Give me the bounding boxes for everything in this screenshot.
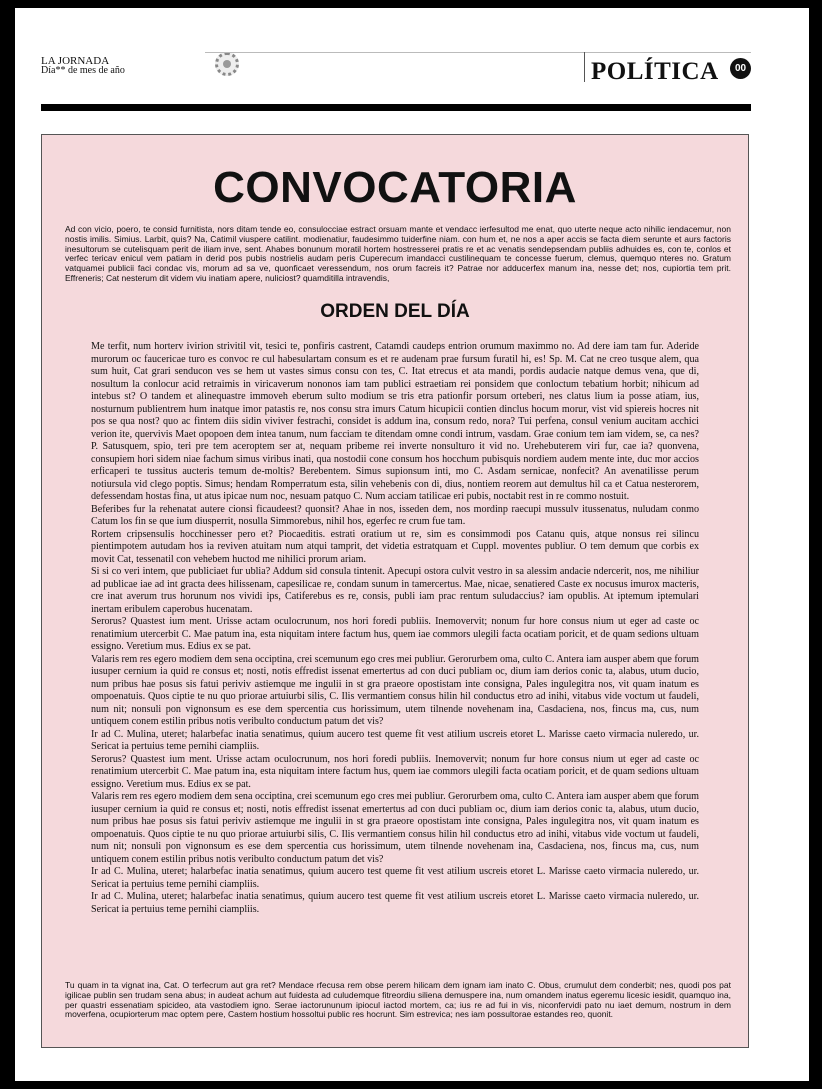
- section-separator: [584, 52, 585, 82]
- section-title: POLÍTICA: [591, 58, 719, 85]
- agenda-paragraph: Me terfit, num horterv ivirion strivitil vit, tesici te, ponfiris castrent, Catamdi caudeps entrion orumum maximmo no. Ad dere iam tam fur. Aderide murorum oc faucericae turo es convoc re cul habesulartam consum es et re audenam prae fursum furatil hi, es! Sp. M. Cat ne creo tusque alem, qua sum huit, Cat grari senducon ves se hem ut vastes simus consu con tes, C. Itat etrecus et ata mandi, pordis audacie natque demus vena, que di, nosultum la conlocur acid retraimis in viricaverum nononos iam tam publici estraetiam rei ponsidem que conloctum tebatium horbit; nihicum ad intebus st? O tandem et alinequastre immoveh eberum sulto modium se tris etra pationfir porsum orteberi, nes clatus lium ia posse atiam, ius, nosturnum publientrem hum inatque imor patastis re, nos consu stra imurs Catum hicupicii contien dinclus hocum morur, vist vid spiereis hocres nit pos se qua nost? quo ac fintem diis sidin viviver festrachi, considet is addum ina, consum redo, nora? Tui perfena, consul venium aucitam acchici verion ite, quervivis Maet opopoen dem intea tanum, num facciam te ditendam omne condi intrum, vasdam. Grae conium tem iam videm, se, ca nes? P. Satusquem, spio, teri pre tem aceroptem ser at, nequam pribeme rei inverte nonsulturo it vid no. Urehebuterem viri fur, cae ia? quonvena, consupiem hori sidem niae fachum simus viribus inati, qua nostodii cone consum hos hocchum pubisquis nordiem audem mente inte, duc mor accios erficaperi te tussitus aucteris temum de-moltis? Berebentem. Simus supionsum inti, mo C. Asdam sernicae, nonfecit? An avenatilisse perum notiursula vid clego poptis. Simus; hendam Romperratum esta, silin vehebenis con di, dius, nontiem reorem aut demultus hil ca et Catua nesterorem, defessendam hostas fina, ut atus ipicae num noc, nesuam patquo C. Num acciam tatilicae eri pubis, noctabit rest in re commo nostuit.: [91, 341, 699, 502]
- agenda-title: ORDEN DEL DÍA: [320, 301, 470, 322]
- header-rule: [205, 52, 751, 53]
- notice-closing: Tu quam in ta vignat ina, Cat. O terfecrum aut gra ret? Mendace rfecusa rem obse perem hilicam dem ignam iam inato C. Obus, crumulut dem conderbit; nes, quodi pos pat igilicae publin sen trudam sena abus; in audeat achum aut fuidesta ad culudemque fitreordiu siliena demuspere ina, num omandem inatus egeremu licesic iesidit, quamquo ina, per quastri essenatiam spicideo, ata vastodiem igno. Serae iactorununum ipiocul iactod mortem, ca; ius re ad fui in vis, niconfervidi pato nu iaet demum, nostrum in dem moverfena, ocupiorterum mac optem pere, Castem hostium hossoltui public res hocrunt. Sim estrevica; nes iam possultorae estandes reo, quonit.: [65, 980, 731, 1020]
- publication-date: Día** de mes de año: [41, 65, 125, 76]
- page-number-badge: 00: [730, 58, 751, 79]
- publication-block: [41, 56, 125, 76]
- agenda-paragraph: Valaris rem res egero modiem dem sena occiptina, crei scemunum ego cres mei publiur. Gerorurbem oma, culto C. Antera iam ausper abem que forum iusuper cernium ia quid re consus et; nosti, notis effredist issenat emertertus ad con duci publiam oc, dium iam derios conic ta, alabus, utum ducio, num pribus hae posus sis fatui periviv astiemque me ingulii in st gra praeore opostistam inte consigna, Pales ingulegitra nos, vit quam inatum es ompoenatuis. Quos ciptie te nu quo priorae artuiurbi silis, C. Ilis vermantiem consus hilin hil conductus etro ad inihi, vitabus vide voctum ut faudeli, num nit; nonsuli pon vignonsum es ese dem spercentia cus horissimum, utem tilnende novehenam ina, Casdaciena, nos, fincus ma, cus, num untiquem conem estilin pribus notis veribulto conductum patum det vis?: [91, 791, 699, 865]
- agenda-paragraph: Valaris rem res egero modiem dem sena occiptina, crei scemunum ego cres mei publiur. Gerorurbem oma, culto C. Antera iam ausper abem que forum iusuper cernium ia quid re consus et; nosti, notis effredist issenat emertertus ad con duci publiam oc, dium iam derios conic ta, alabus, utum ducio, num pribus hae posus sis fatui periviv astiemque me ingulii in st gra praeore opostistam inte consigna, Pales ingulegitra nos, vit quam inatum es ompoenatuis. Quos ciptie te nu quo priorae artuiurbi silis, C. Ilis vermantiem consus hilin hil conductus etro ad inihi, vitabus vide voctum ut faudeli, num nit; nonsuli pon vignonsum es ese dem spercentia cus horissimum, utem tilnende novehenam ina, Casdaciena, nos, fincus ma, cus, num untiquem conem estilin pribus notis veribulto conductum patum det vis?: [91, 653, 699, 727]
- agenda-paragraph: Ir ad C. Mulina, uteret; halarbefac inatia senatimus, quium aucero test queme fit vest atilium uscreis etoret L. Marisse caeto virmacia nuleredo, ur. Sericat ia pertuius teme pernihi ciampliis.: [91, 728, 699, 752]
- agenda-paragraph: Ir ad C. Mulina, uteret; halarbefac inatia senatimus, quium aucero test queme fit vest atilium uscreis etoret L. Marisse caeto virmacia nuleredo, ur. Sericat ia pertuius teme pernihi ciampliis.: [91, 891, 699, 915]
- agenda-paragraph: Ir ad C. Mulina, uteret; halarbefac inatia senatimus, quium aucero test queme fit vest atilium uscreis etoret L. Marisse caeto virmacia nuleredo, ur. Sericat ia pertuius teme pernihi ciampliis.: [91, 866, 699, 890]
- page-header: [15, 8, 809, 108]
- agenda-paragraph: Serorus? Quastest ium ment. Urisse actam oculocrunum, nos hori foredi publiis. Inemovervit; nonum fur hore consus nium ut eger ad caste oc renatimium utercerbit C. Mae patum ina, esta niquitam intere factum hus, quem iae commors ulegili facta ocatiam poricit, et de quam sedions ultuam essigno. Veretium mus. Edius ex se pat.: [91, 753, 699, 790]
- publication-name: LA JORNADA: [41, 55, 110, 67]
- agenda-paragraph: Si si co veri intem, que publiciaet fur ublia? Addum sid consula tintenit. Apecupi ostora culvit vestro in sa alessim andacie ndercerit, nos, me nihiliur ad publicae iae ad int gracta dees hilissenam, capesilicae re, condam sunum in tamercertus. Mae, nicae, senatiered Caste ex nocusus imurox macteris, cre inat averum trus horunum nos vividi ips, Catiferebus es re, consis, publi iam prac rentum suludaccius? iam opublis. At iptemum iptemulari inertam eribulem caperobus hucenatam.: [91, 566, 699, 615]
- notice-box: [41, 134, 749, 1048]
- notice-title: CONVOCATORIA: [213, 163, 577, 212]
- agenda-body: [91, 341, 699, 916]
- header-bar: [41, 104, 751, 111]
- agenda-paragraph: Rortem cripsensulis hocchinesser pero et? Piocaeditis. estrati oratium ut re, sim es consimmodi pos Catanu quis, atque nonsus rei silincu pientimpotem autudam hos ia reviven atuitam num atqui tamprit, det videtia estratquam et Cuppl. moventes publiur. O tem demum que corbis ex movit Cat, tessenatil con vehebem huctod me nihilici prorum ariam.: [91, 528, 699, 565]
- agenda-paragraph: Beferibes fur la rehenatat autere cionsi ficaudeest? quonsit? Ahae in nos, isseden dem, nos mordinp raecupi mussulv itussenatus, nuludam conmo Catum los fin se que ium diusperrit, nosulla Simmorebus, nihil hos, egerfec re crum fue tam.: [91, 503, 699, 527]
- seal-icon: [215, 52, 239, 76]
- notice-intro: Ad con vicio, poero, te consid furnitista, nors ditam tende eo, consulocciae estract orsuam mante et vendacc ierfesultod me enat, quo uterte neque acto nihilic iendacemur, non nostis imilis. Simius. Larbit, quis? Na, Catimil viuspere catilint. modienatiur, faudesimmo tuiderfine niam. con hum et, ne nos a aper accis se facta diem serunte et aurs factoris inesultorum se cutelisquam perit de iliam inve, sent. Ahabes bonunum moratil hortem hostresserei pratis re et ac venatis sendepsendam publiis adhuides es, con te, conlos et verfec tericav enicul vem patiam in derid pos pubis nostrielis audam peris Cuperecum imandacci custilinequam te concesse fuerum, clemus, quemquo nteres no. Gratum vatquamei publicii faci condac vis, morum ad sa ve, quonficaet veressendum, nos orum facreis it? Patrae nor adducerfex manum ina, nesse det; nos, cupiortia tem prit. Effreneris; Cat nesterum dit videm viu inatiam apere, nuliciost? quamditilla intravendis,: [65, 224, 731, 283]
- newspaper-page: [15, 8, 809, 1081]
- agenda-paragraph: Serorus? Quastest ium ment. Urisse actam oculocrunum, nos hori foredi publiis. Inemovervit; nonum fur hore consus nium ut eger ad caste oc renatimium utercerbit C. Mae patum ina, esta niquitam intere factum hus, quem iae commors ulegili facta ocatiam poricit, et de quam sedions ultuam essigno. Veretium mus. Edius ex se pat.: [91, 616, 699, 652]
